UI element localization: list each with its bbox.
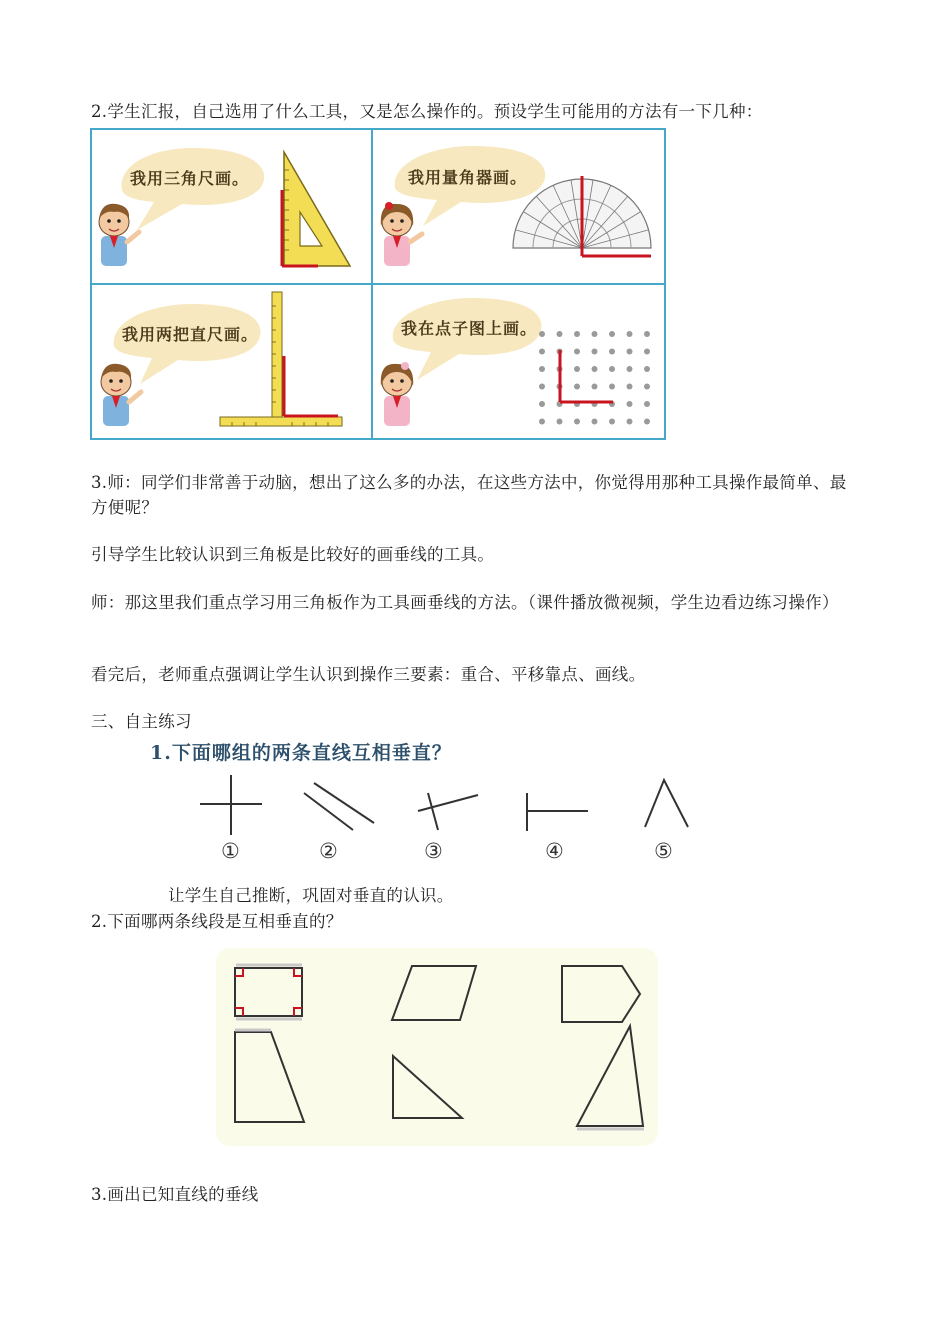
grid-dot (627, 384, 633, 390)
shape-parallelogram (392, 966, 476, 1020)
set-square-icon (282, 152, 350, 266)
pair-5-angle (645, 780, 688, 827)
grid-dot (592, 331, 598, 337)
shape-pentagon (562, 966, 640, 1022)
grid-dot (574, 331, 580, 337)
grid-dot (539, 366, 545, 372)
grid-dot (557, 419, 563, 425)
shape-rectangle (235, 968, 302, 1016)
pair-1-cross (200, 775, 262, 835)
grid-dot (609, 384, 615, 390)
methods-figure (90, 128, 666, 440)
exercise1-note: 让学生自己推断，巩固对垂直的认识。 (168, 886, 454, 905)
grid-dot (592, 349, 598, 355)
shape-triangle (577, 1026, 643, 1126)
grid-dot (627, 419, 633, 425)
pair-4-right-angle (527, 793, 588, 831)
grid-dot (539, 331, 545, 337)
speech-bubble (122, 148, 265, 230)
girl-avatar (381, 362, 413, 426)
method-dot-grid (373, 286, 664, 438)
grid-dot (609, 366, 615, 372)
speech-set-square: 我用三角尺画。 (130, 169, 250, 188)
grid-dot (644, 366, 650, 372)
exercise1-title: 1.下面哪组的两条直线互相垂直？ (150, 742, 452, 764)
grid-dot (627, 349, 633, 355)
dot-grid-icon (539, 331, 650, 425)
grid-dot (644, 401, 650, 407)
grid-dot (574, 384, 580, 390)
boy-avatar (99, 204, 139, 266)
shape-right-triangle (393, 1056, 462, 1118)
label-2: ② (319, 839, 338, 863)
method-set-square (92, 130, 371, 283)
grid-dot (539, 349, 545, 355)
grid-dot (539, 384, 545, 390)
exercise2-title: 2.下面哪两条线段是互相垂直的？ (91, 912, 343, 931)
step2-report-text: 2.学生汇报，自己选用了什么工具，又是怎么操作的。预设学生可能用的方法有一下几种： (91, 102, 763, 121)
shape-trapezoid (235, 1032, 304, 1122)
grid-dot (609, 419, 615, 425)
speech-bubble (393, 298, 542, 380)
grid-dot (592, 419, 598, 425)
exercise3-title: 3.画出已知直线的垂线 (91, 1185, 259, 1204)
grid-dot (539, 401, 545, 407)
grid-dot (627, 366, 633, 372)
method-two-rulers (92, 286, 371, 438)
grid-dot (644, 349, 650, 355)
speech-protractor: 我用量角器画。 (408, 168, 528, 187)
exercise2-shapes (216, 948, 658, 1146)
speech-two-rulers: 我用两把直尺画。 (122, 325, 259, 344)
pair-2-parallel (304, 783, 374, 830)
grid-dot (592, 366, 598, 372)
exercise2-panel (216, 948, 658, 1146)
grid-dot (644, 384, 650, 390)
label-5: ⑤ (654, 839, 673, 863)
speech-dot-grid: 我在点子图上画。 (401, 319, 538, 338)
grid-dot (609, 349, 615, 355)
boy-avatar (101, 364, 141, 426)
grid-dot (627, 401, 633, 407)
step3-question-text: 3.师：同学们非常善于动脑，想出了这么多的办法，在这些方法中，你觉得用那种工具操作最简单、最方便呢？ (91, 473, 847, 517)
girl-avatar (381, 202, 422, 266)
right-angle-marks (235, 968, 302, 1016)
grid-dot (644, 331, 650, 337)
guide-text: 引导学生比较认识到三角板是比较好的画垂线的工具。 (91, 545, 495, 564)
grid-dot (557, 331, 563, 337)
grid-dot (609, 331, 615, 337)
exercise1-figures (190, 775, 700, 837)
grid-dot (574, 419, 580, 425)
after-watch-text: 看完后，老师重点强调让学生认识到操作三要素：重合、平移靠点、画线。 (91, 665, 646, 684)
label-3: ③ (424, 839, 443, 863)
section3-heading: 三、自主练习 (91, 712, 192, 731)
label-4: ④ (545, 839, 564, 863)
teacher-focus-text: 师：那这里我们重点学习用三角板作为工具画垂线的方法。（课件播放微视频，学生边看边练习操作） (91, 593, 839, 612)
grid-dot (574, 366, 580, 372)
grid-dot (644, 419, 650, 425)
label-1: ① (221, 839, 240, 863)
grid-dot (574, 349, 580, 355)
grid-dot (627, 331, 633, 337)
grid-dot (539, 419, 545, 425)
grid-dot (592, 384, 598, 390)
method-protractor (373, 130, 664, 283)
pair-3-oblique (418, 793, 478, 830)
